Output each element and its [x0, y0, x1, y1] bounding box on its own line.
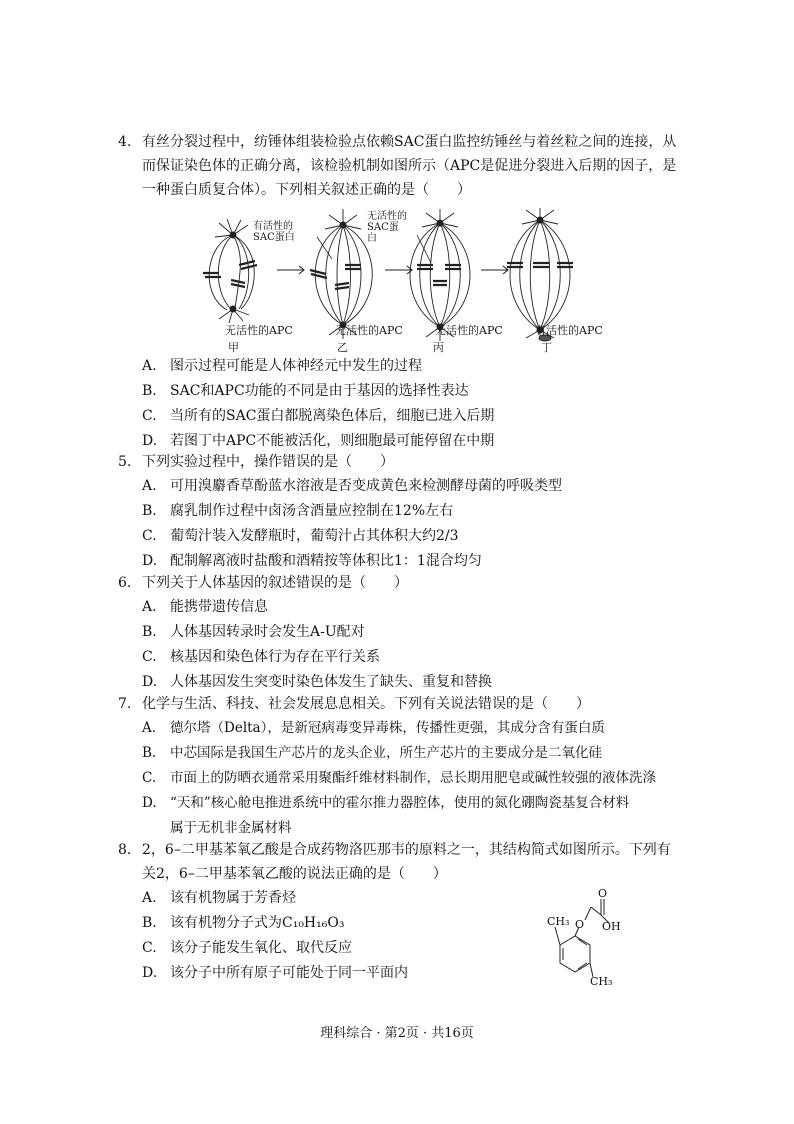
option-text: 能携带遗传信息 — [170, 599, 268, 615]
option-text: 当所有的SAC蛋白都脱离染色体后，细胞已进入后期 — [170, 408, 495, 424]
option-label: A. — [142, 890, 157, 906]
option-c[interactable] — [142, 766, 688, 791]
option-text: 该有机物分子式为C₁₀H₁₆O₃ — [170, 915, 345, 931]
ether-oxygen: O — [575, 918, 585, 931]
structure-drawing — [535, 887, 635, 992]
chemical-structure — [535, 887, 635, 992]
option-text: 市面上的防晒衣通常采用聚酯纤维材料制作，忌长期用肥皂或碱性较强的液体洗涤 — [170, 770, 656, 786]
question-5-stem — [118, 450, 678, 474]
option-text: 腐乳制作过程中卤汤含酒量应控制在12%左右 — [170, 503, 454, 519]
question-7 — [118, 692, 688, 841]
methyl-top: CH₃ — [547, 915, 570, 928]
stage-label-ding: 丁 — [541, 341, 552, 354]
option-text: 配制解离液时盐酸和酒精按等体积比1：1混合均匀 — [170, 553, 482, 569]
option-label: D. — [142, 674, 158, 690]
option-a[interactable] — [142, 354, 678, 379]
option-b[interactable] — [142, 620, 678, 645]
question-number: 6. — [118, 575, 132, 591]
option-d[interactable] — [142, 791, 688, 816]
option-a[interactable] — [142, 595, 678, 620]
option-text: “天和”核心舱电推进系统中的霍尔推力器腔体，使用的氮化硼陶瓷基复合材料 — [170, 795, 630, 811]
option-text: 核基因和染色体行为存在平行关系 — [170, 649, 380, 665]
option-label: B. — [142, 383, 157, 399]
cell-ding — [507, 208, 573, 340]
stage-label-yi: 乙 — [337, 341, 348, 354]
question-text: 有丝分裂过程中，纺锤体组装检验点依赖SAC蛋白监控纺锤丝与着丝粒之间的连接，从而保证染色体的正确分离，该检验机制如图所示（APC是促进分裂进入后期的因子，是一种蛋白质复合体）。下列相关叙述正确的是（ ） — [142, 134, 677, 198]
option-label: C. — [142, 940, 157, 956]
option-text: 图示过程可能是人体神经元中发生的过程 — [170, 358, 422, 374]
option-label: C. — [142, 770, 157, 786]
option-label: C. — [142, 528, 157, 544]
question-6 — [118, 571, 678, 695]
apc-label-3: 无活性的APC — [435, 324, 503, 337]
apc-label-1: 无活性的APC — [225, 324, 293, 337]
option-label: D. — [142, 795, 157, 811]
option-text: 葡萄汁装入发酵瓶时，葡萄汁占其体积大约2/3 — [170, 528, 459, 544]
option-label: B. — [142, 745, 157, 761]
option-c[interactable] — [142, 404, 678, 429]
stage-label-bing: 丙 — [433, 341, 444, 354]
option-text: 人体基因发生突变时染色体发生了缺失、重复和替换 — [170, 674, 492, 690]
annotation-active-sac: 有活性的SAC蛋白 — [253, 221, 295, 243]
question-text: 化学与生活、科技、社会发展息息相关。下列有关说法错误的是（ ） — [142, 696, 590, 712]
question-text: 2，6–二甲基苯氧乙酸是合成药物洛匹那韦的原料之一，其结构简式如图所示。下列有关2，6–二甲基苯氧乙酸的说法正确的是（ ） — [142, 842, 671, 882]
mitosis-diagram — [195, 205, 615, 355]
option-b[interactable] — [142, 499, 678, 524]
question-number: 8. — [118, 842, 132, 858]
option-text: 该分子中所有原子可能处于同一平面内 — [170, 965, 408, 981]
option-label: A. — [142, 599, 157, 615]
option-text: 若图丁中APC不能被活化，则细胞最可能停留在中期 — [170, 433, 495, 449]
apc-label-2: 无活性的APC — [335, 324, 403, 337]
question-text: 下列实验过程中，操作错误的是（ ） — [142, 454, 394, 470]
page-footer: 理科综合 · 第2页 · 共16页 — [320, 1026, 474, 1041]
question-4-stem — [118, 130, 678, 202]
option-text: 该有机物属于芳香烃 — [170, 890, 296, 906]
cell-yi — [310, 209, 372, 339]
option-text: SAC和APC功能的不同是由于基因的选择性表达 — [170, 383, 469, 399]
option-d-continuation: 属于无机非金属材料 — [170, 820, 292, 836]
annotation-inactive-sac: 无活性的SAC蛋白 — [367, 211, 407, 244]
option-text: 中芯国际是我国生产芯片的龙头企业，所生产芯片的主要成分是二氧化硅 — [170, 745, 602, 761]
carbonyl-oxygen: O — [598, 887, 608, 900]
option-text: 该分子能发生氧化、取代反应 — [170, 940, 352, 956]
option-a[interactable] — [142, 716, 688, 741]
question-text: 下列关于人体基因的叙述错误的是（ ） — [142, 575, 408, 591]
option-label: A. — [142, 720, 157, 736]
stage-label-jia: 甲 — [228, 341, 239, 354]
methyl-bottom: CH₃ — [590, 975, 613, 988]
option-label: D. — [142, 553, 158, 569]
option-label: D. — [142, 965, 158, 981]
option-label: B. — [142, 624, 157, 640]
question-6-stem — [118, 571, 678, 595]
question-number: 5. — [118, 454, 132, 470]
option-text: 可用溴麝香草酚蓝水溶液是否变成黄色来检测酵母菌的呼吸类型 — [170, 478, 562, 494]
option-label: B. — [142, 503, 157, 519]
option-c[interactable] — [142, 524, 678, 549]
apc-label-4: 有活性的APC — [535, 324, 603, 337]
option-b[interactable] — [142, 741, 688, 766]
question-number: 7. — [118, 696, 132, 712]
question-4 — [118, 130, 678, 202]
question-5 — [118, 450, 678, 574]
option-label: A. — [142, 478, 157, 494]
question-4-options — [118, 354, 678, 454]
option-a[interactable] — [142, 474, 678, 499]
option-text: 人体基因转录时会发生A-U配对 — [170, 624, 365, 640]
option-label: A. — [142, 358, 157, 374]
option-b[interactable] — [142, 379, 678, 404]
option-text: 德尔塔（Delta），是新冠病毒变异毒株，传播性更强，其成分含有蛋白质 — [170, 720, 605, 736]
option-label: B. — [142, 915, 157, 931]
option-c[interactable] — [142, 645, 678, 670]
option-label: C. — [142, 408, 157, 424]
question-7-stem — [118, 692, 688, 716]
option-label: D. — [142, 433, 158, 449]
question-8-stem — [118, 838, 678, 886]
hydroxyl-group: OH — [602, 920, 621, 933]
option-label: C. — [142, 649, 157, 665]
question-number: 4. — [118, 134, 132, 150]
